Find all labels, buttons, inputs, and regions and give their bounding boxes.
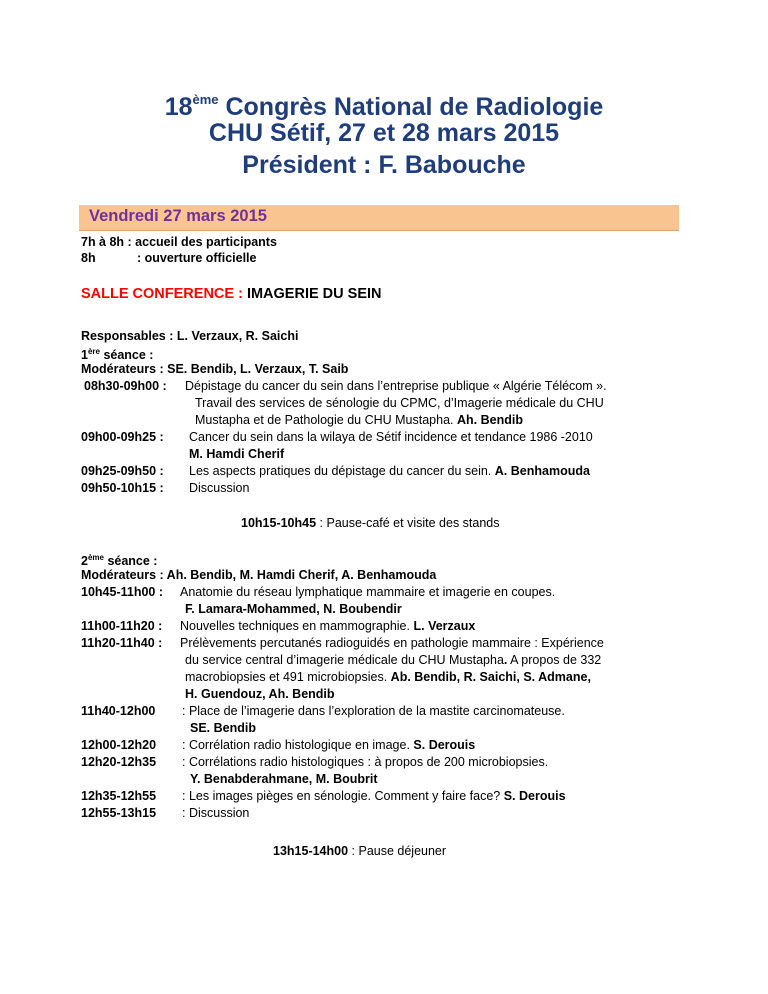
session1-talk-2: Cancer du sein dans la wilaya de Sétif incidence et tendance 1986 -2010 bbox=[189, 430, 593, 444]
session2-author-3: H. Guendouz, Ah. Bendib bbox=[185, 687, 335, 701]
session2-moderators: Modérateurs : Ah. Bendib, M. Hamdi Cherif, A. Benhamouda bbox=[81, 568, 437, 582]
opening-welcome: 7h à 8h : accueil des participants bbox=[81, 235, 277, 249]
session1-talk-1: Dépistage du cancer du sein dans l’entreprise publique « Algérie Télécom ». bbox=[185, 379, 607, 393]
lunch-break: 13h15-14h00 : Pause déjeuner bbox=[273, 844, 447, 858]
responsables: Responsables : L. Verzaux, R. Saichi bbox=[81, 329, 299, 343]
session1-talk-1-cont2: Mustapha et de Pathologie du CHU Mustapha. Ah. Bendib bbox=[195, 413, 523, 427]
session2-time-1: 10h45-11h00 : bbox=[81, 585, 163, 599]
session1-heading: 1ère séance : bbox=[81, 347, 154, 362]
session2-author-1: F. Lamara-Mohammed, N. Boubendir bbox=[185, 602, 402, 616]
day-heading: Vendredi 27 mars 2015 bbox=[89, 207, 267, 225]
session2-talk-1: Anatomie du réseau lymphatique mammaire et imagerie en coupes. bbox=[180, 585, 556, 599]
session2-time-2: 11h00-11h20 : bbox=[81, 619, 163, 633]
session2-time-6: 12h20-12h35 bbox=[81, 755, 157, 769]
session2-time-5: 12h00-12h20 bbox=[81, 738, 157, 752]
session1-talk-3: Les aspects pratiques du dépistage du cancer du sein. A. Benhamouda bbox=[189, 464, 590, 478]
session2-talk-3-cont2: macrobiopsies et 491 microbiopsies. Ab. Bendib, R. Saichi, S. Admane, bbox=[185, 670, 591, 684]
session2-talk-3-cont: du service central d’imagerie médicale du CHU Mustapha. A propos de 332 bbox=[185, 653, 602, 667]
session1-moderators: Modérateurs : SE. Bendib, L. Verzaux, T. Saib bbox=[81, 362, 349, 376]
session2-time-7: 12h35-12h55 bbox=[81, 789, 157, 803]
session2-talk-7: : Les images pièges en sénologie. Comment y faire face? S. Derouis bbox=[182, 789, 566, 803]
session1-discussion: Discussion bbox=[189, 481, 250, 495]
session1-time-2: 09h00-09h25 : bbox=[81, 430, 164, 444]
session1-time-1: 08h30-09h00 : bbox=[84, 379, 167, 393]
session2-discussion: : Discussion bbox=[182, 806, 250, 820]
session1-time-3: 09h25-09h50 : bbox=[81, 464, 164, 478]
session1-author-2: M. Hamdi Cherif bbox=[189, 447, 285, 461]
session2-talk-2: Nouvelles techniques en mammographie. L. Verzaux bbox=[180, 619, 476, 633]
session2-heading: 2ème séance : bbox=[81, 553, 158, 568]
congress-president: Président : F. Babouche bbox=[242, 151, 526, 179]
session2-talk-3: Prélèvements percutanés radioguidés en pathologie mammaire : Expérience bbox=[180, 636, 604, 650]
session2-time-3: 11h20-11h40 : bbox=[81, 636, 163, 650]
session2-talk-6: : Corrélations radio histologiques : à propos de 200 microbiopsies. bbox=[182, 755, 549, 769]
congress-location: CHU Sétif, 27 et 28 mars 2015 bbox=[208, 119, 560, 147]
session2-talk-4: : Place de l’imagerie dans l’exploration de la mastite carcinomateuse. bbox=[182, 704, 565, 718]
opening-ceremony: 8h : ouverture officielle bbox=[81, 251, 257, 265]
session2-time-4: 11h40-12h00 bbox=[81, 704, 156, 718]
room-heading: SALLE CONFERENCE : IMAGERIE DU SEIN bbox=[81, 286, 382, 302]
congress-title: 18ème Congrès National de Radiologie bbox=[164, 92, 604, 121]
session2-author-4: SE. Bendib bbox=[190, 721, 256, 735]
day-heading-band bbox=[79, 205, 679, 231]
session1-time-4: 09h50-10h15 : bbox=[81, 481, 164, 495]
session2-talk-5: : Corrélation radio histologique en image. S. Derouis bbox=[182, 738, 476, 752]
coffee-break: 10h15-10h45 : Pause-café et visite des stands bbox=[241, 516, 500, 530]
session2-time-8: 12h55-13h15 bbox=[81, 806, 157, 820]
session1-talk-1-cont: Travail des services de sénologie du CPMC, d’Imagerie médicale du CHU bbox=[195, 396, 604, 410]
session2-author-6: Y. Benabderahmane, M. Boubrit bbox=[190, 772, 378, 786]
